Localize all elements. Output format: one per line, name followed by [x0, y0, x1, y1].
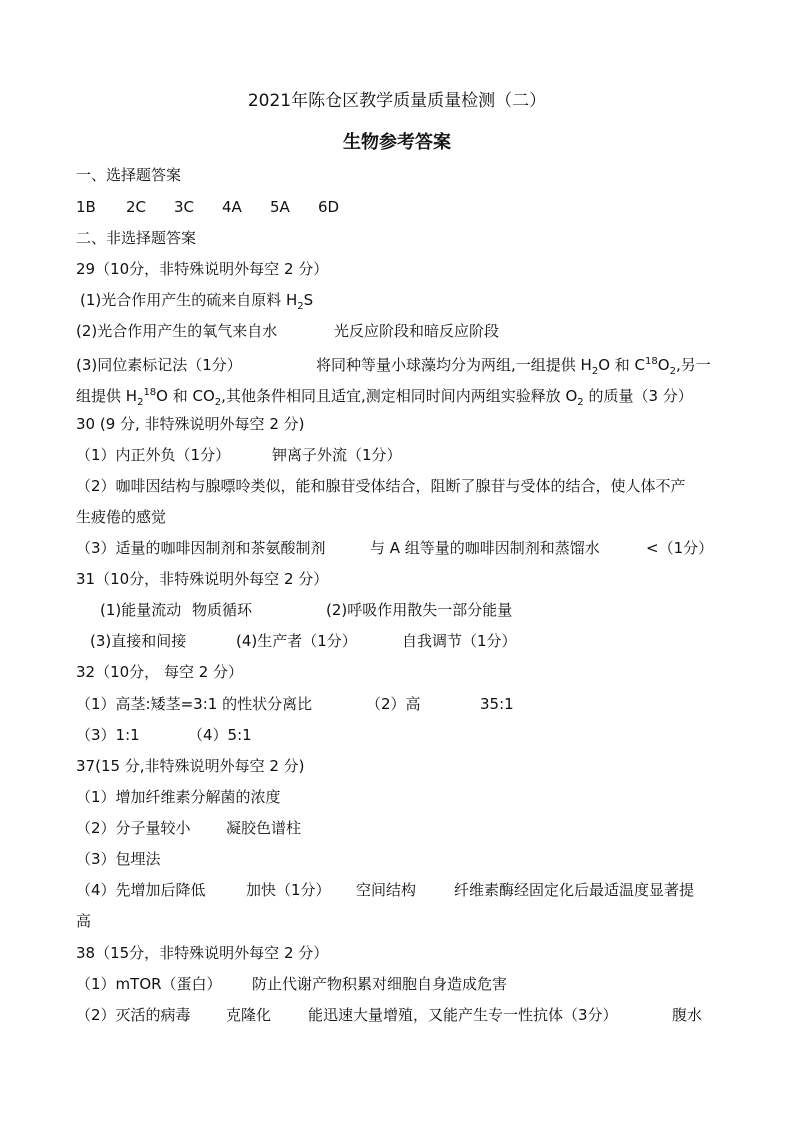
q30-head: 30 (9 分, 非特殊说明外每空 2 分)	[76, 415, 305, 433]
mc-answer: 2C	[126, 198, 147, 216]
section2-heading: 二、非选择题答案	[76, 229, 197, 247]
q37-line4: （4）先增加后降低 加快（1分） 空间结构 纤维素酶经固定化后最适温度显著提	[76, 881, 695, 899]
q32-head: 32（10分， 每空 2 分）	[76, 663, 244, 681]
q31-line1: (1)能量流动 物质循环 (2)呼吸作用散失一部分能量	[100, 601, 513, 619]
page-subtitle: 生物参考答案	[343, 132, 451, 153]
q30-line1: （1）内正外负（1分） 钾离子外流（1分）	[76, 446, 402, 464]
q32-line2: （3）1:1 （4）5:1	[76, 726, 252, 744]
mc-answer: 5A	[270, 198, 290, 216]
q38-head: 38（15分，非特殊说明外每空 2 分）	[76, 944, 329, 962]
q32-line1: （1）高茎:矮茎=3:1 的性状分离比 （2）高 35:1	[76, 695, 514, 713]
q37-line5: 高	[76, 912, 92, 930]
mc-answer: 6D	[318, 198, 340, 216]
mc-answers	[76, 197, 339, 217]
q30-line4: （3）适量的咖啡因制剂和茶氨酸制剂 与 A 组等量的咖啡因制剂和蒸馏水 <（1分）	[76, 539, 714, 557]
q31-head: 31（10分，非特殊说明外每空 2 分）	[76, 570, 329, 588]
q29-line4: 组提供 $H_2^{18}O$ 和 $CO_2$,其他条件相同且适宜,测定相同时间内两组实验释放 $O_2$ 的质量（3 分）	[76, 387, 693, 408]
q30-line3: 生疲倦的感觉	[76, 508, 167, 526]
q37-head: 37(15 分,非特殊说明外每空 2 分)	[76, 757, 305, 775]
q37-line2: （2）分子量较小 凝胶色谱柱	[76, 819, 302, 837]
page-title: 2021年陈仓区教学质量质量检测（二）	[247, 91, 547, 111]
q38-line2: （2）灭活的病毒 克隆化 能迅速大量增殖，又能产生专一性抗体（3分） 腹水	[76, 1006, 703, 1024]
q29-head: 29（10分，非特殊说明外每空 2 分）	[76, 260, 329, 278]
mc-answer: 1B	[76, 198, 96, 216]
q37-line1: （1）增加纤维素分解菌的浓度	[76, 788, 281, 806]
q29-line2: (2)光合作用产生的氧气来自水 光反应阶段和暗反应阶段	[76, 322, 500, 340]
q37-line3: （3）包埋法	[76, 850, 161, 868]
q29-line3: (3)同位素标记法（1分） 将同种等量小球藻均分为两组,一组提供 $H_2O$ 和 $C^{18}O_2$,另一	[76, 356, 711, 377]
q29-line1: (1)光合作用产生的硫来自原料 $H_2S$	[80, 291, 314, 312]
q31-line2: (3)直接和间接 (4)生产者（1分） 自我调节（1分）	[90, 632, 517, 650]
mc-answer: 3C	[174, 198, 195, 216]
mc-answer: 4A	[222, 198, 242, 216]
section1-heading: 一、选择题答案	[76, 166, 182, 184]
q38-line1: （1）mTOR（蛋白） 防止代谢产物积累对细胞自身造成危害	[76, 975, 508, 993]
q30-line2: （2）咖啡因结构与腺嘌呤类似，能和腺苷受体结合，阻断了腺苷与受体的结合，使人体不产	[76, 477, 686, 495]
